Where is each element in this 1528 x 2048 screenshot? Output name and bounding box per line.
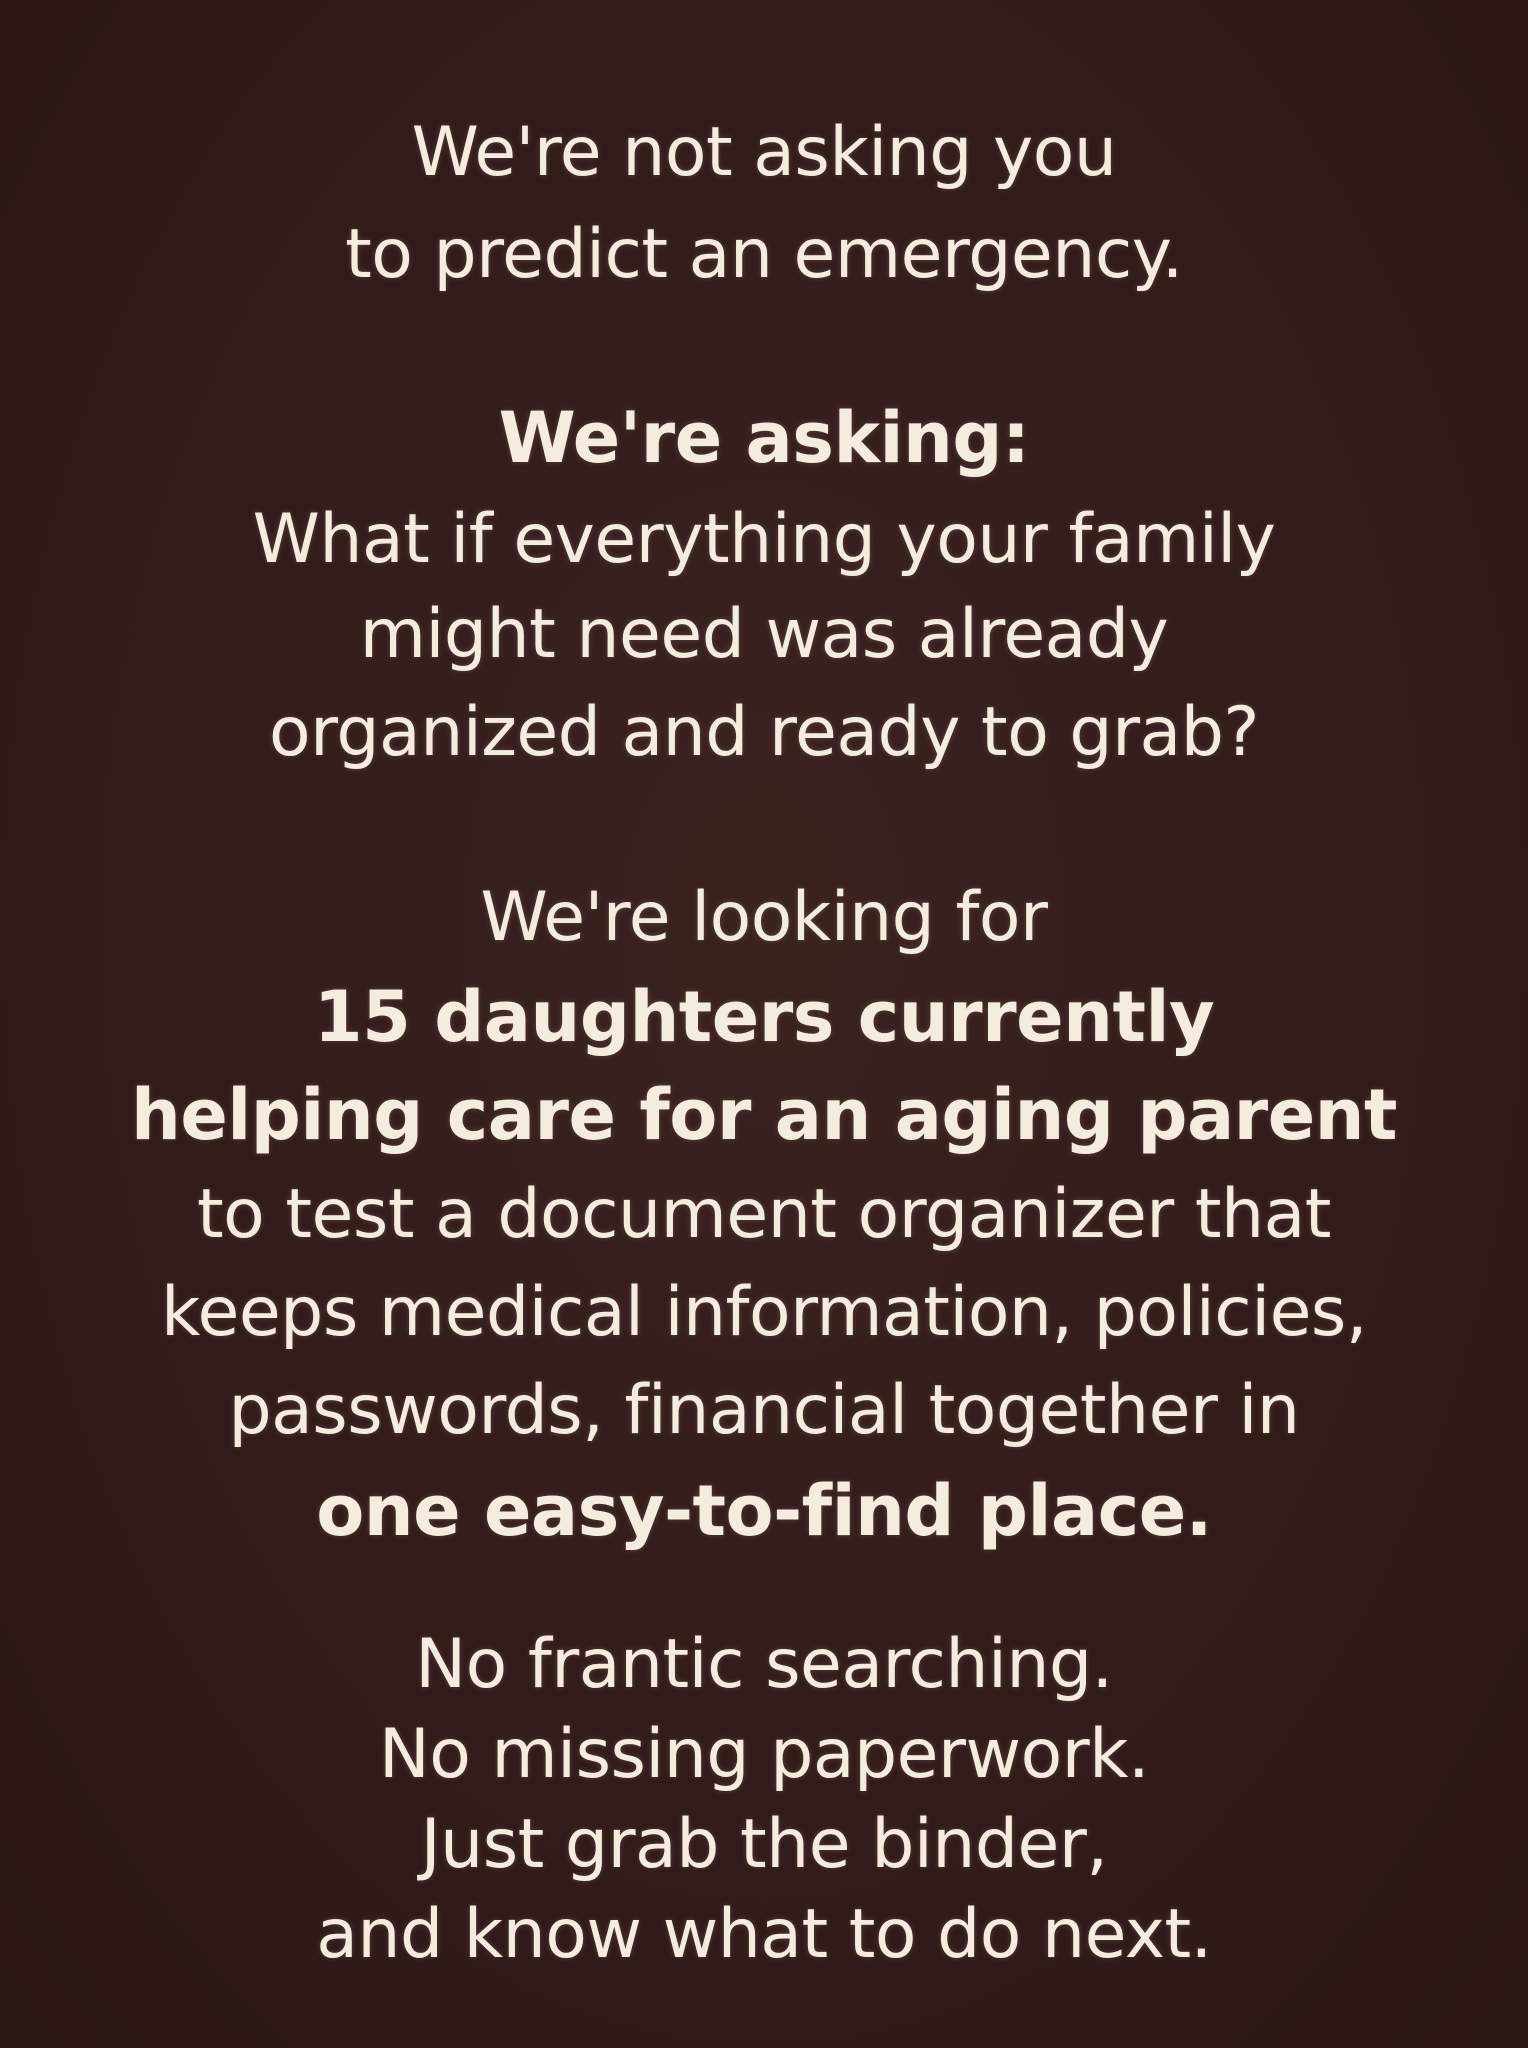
question-line-1: What if everything your family [252,500,1276,579]
offer-line-2: 15 daughters currently [313,976,1215,1058]
closing-line-3: Just grab the binder, [420,1805,1108,1884]
closing-line-4: and know what to do next. [316,1895,1212,1974]
question-line-3: organized and ready to grab? [269,693,1259,772]
offer-line-1: We're looking for [480,878,1048,957]
offer-line-6: passwords, financial together in [228,1371,1300,1450]
closing-line-2: No missing paperwork. [378,1715,1150,1794]
offer-line-5: keeps medical information, policies, [161,1273,1367,1352]
closing-line-1: No frantic searching. [415,1625,1113,1704]
offer-line-3: helping care for an aging parent [131,1074,1397,1156]
offer-line-4: to test a document organizer that [197,1175,1331,1254]
question-line-2: might need was already [359,595,1169,674]
question-heading: We're asking: [498,397,1030,479]
intro-line-1: We're not asking you [411,113,1117,192]
offer-line-7: one easy-to-find place. [316,1470,1212,1552]
intro-line-2: to predict an emergency. [345,215,1183,294]
